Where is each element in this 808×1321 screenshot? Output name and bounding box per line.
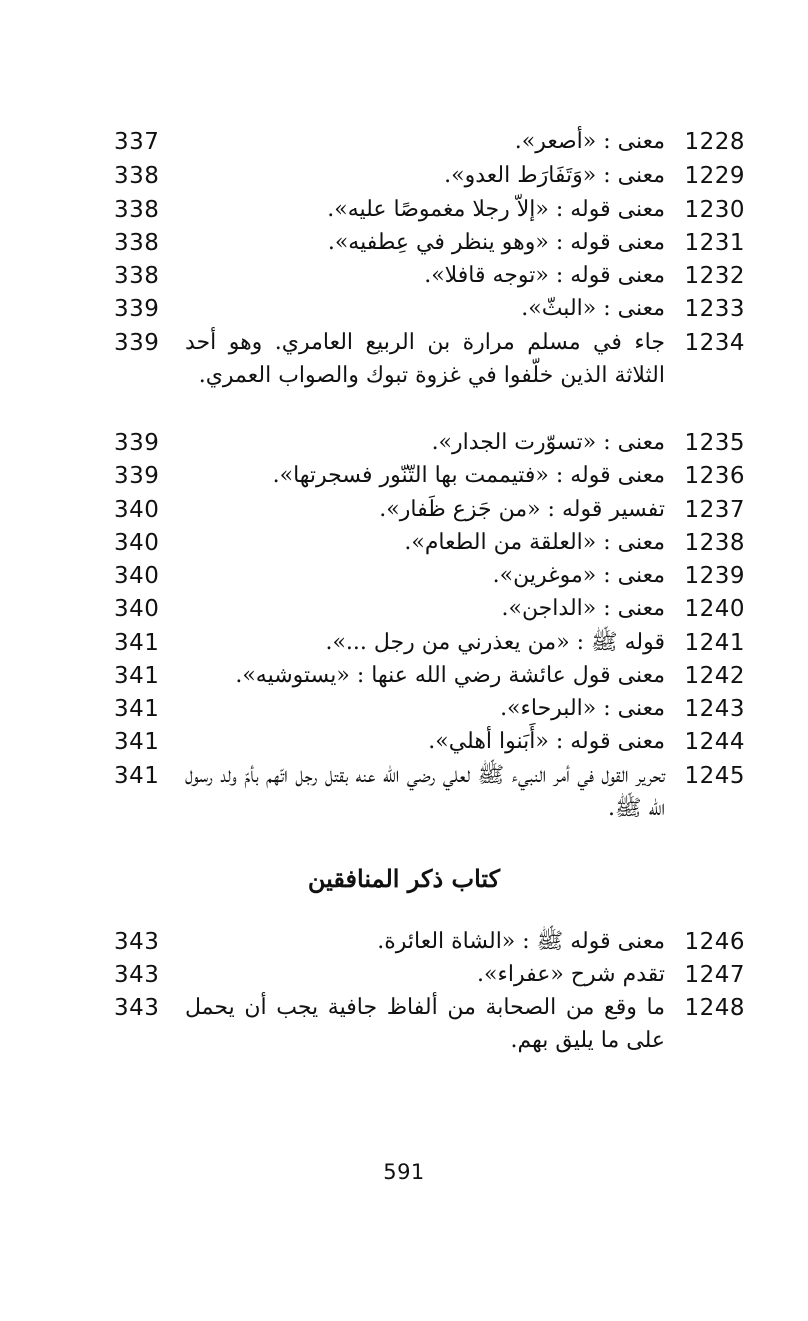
entry-number: 1228 <box>684 129 745 155</box>
entry-text: معنى قوله : «توجه قافلا». <box>424 263 665 288</box>
entry-text: معنى : «موغرين». <box>492 563 665 588</box>
entry-text: تفسير قوله : «من جَزع ظَفار». <box>379 497 665 522</box>
entry-text: معنى : «العلقة من الطعام». <box>404 530 665 555</box>
index-entry <box>100 159 745 193</box>
entry-page-ref: 337 <box>114 129 160 155</box>
entry-page-ref: 339 <box>114 296 160 322</box>
index-entry <box>100 991 745 1061</box>
entry-number: 1234 <box>684 330 745 356</box>
page-number: 591 <box>383 1160 425 1184</box>
entry-text: معنى : «أصعر». <box>514 129 665 154</box>
entry-page-ref: 338 <box>114 230 160 256</box>
entry-text: تحرير القول في أمر النبيء ﷺ لعلي رضي الله عنه بقتل رجل اتّهم بأمّ ولد رسول الله ﷺ. <box>185 763 666 821</box>
entry-number: 1245 <box>684 763 745 789</box>
index-entry <box>100 692 745 726</box>
section-title: كتاب ذكر المنافقين <box>307 864 501 893</box>
entry-number: 1236 <box>684 463 745 489</box>
index-entry <box>100 725 745 759</box>
entry-page-ref: 341 <box>114 729 160 755</box>
index-entry <box>100 659 745 693</box>
entry-page-ref: 339 <box>114 463 160 489</box>
entry-page-ref: 343 <box>114 962 160 988</box>
entry-text: معنى قوله : «إلاّ رجلا مغموصًا عليه». <box>327 197 665 222</box>
entry-number: 1247 <box>684 962 745 988</box>
entry-page-ref: 340 <box>114 563 160 589</box>
entry-page-ref: 340 <box>114 497 160 523</box>
entry-number: 1231 <box>684 230 745 256</box>
entry-number: 1235 <box>684 430 745 456</box>
index-entry <box>100 125 745 159</box>
entry-page-ref: 340 <box>114 596 160 622</box>
index-entry <box>100 426 745 460</box>
index-entry <box>100 592 745 626</box>
entry-page-ref: 338 <box>114 163 160 189</box>
index-entry <box>100 925 745 959</box>
index-entry <box>100 559 745 593</box>
entry-number: 1246 <box>684 929 745 955</box>
index-entry <box>100 526 745 560</box>
entry-number: 1239 <box>684 563 745 589</box>
entry-page-ref: 338 <box>114 263 160 289</box>
entry-text: معنى : «تسوّرت الجدار». <box>431 430 665 455</box>
entry-number: 1241 <box>684 630 745 656</box>
index-entry <box>100 292 745 326</box>
entry-number: 1242 <box>684 663 745 689</box>
entry-page-ref: 341 <box>114 696 160 722</box>
entry-page-ref: 343 <box>114 929 160 955</box>
entry-text: معنى قوله : «أَبَنوا أهلي». <box>428 729 665 754</box>
index-entry <box>100 493 745 527</box>
entry-number: 1237 <box>684 497 745 523</box>
index-entry <box>100 958 745 992</box>
entry-text: معنى قول عائشة رضي الله عنها : «يستوشيه». <box>235 663 665 688</box>
entry-number: 1244 <box>684 729 745 755</box>
entry-page-ref: 339 <box>114 430 160 456</box>
entry-number: 1240 <box>684 596 745 622</box>
entry-number: 1233 <box>684 296 745 322</box>
entry-number: 1238 <box>684 530 745 556</box>
index-entry <box>100 626 745 660</box>
index-entry <box>100 459 745 493</box>
entry-text: معنى : «البرحاء». <box>500 696 665 721</box>
entry-page-ref: 338 <box>114 197 160 223</box>
index-entry <box>100 193 745 227</box>
entry-text: معنى قوله : «وهو ينظر في عِطفيه». <box>327 230 665 255</box>
entry-number: 1229 <box>684 163 745 189</box>
entry-page-ref: 343 <box>114 995 160 1021</box>
entry-number: 1232 <box>684 263 745 289</box>
index-entry <box>100 226 745 260</box>
entry-page-ref: 341 <box>114 663 160 689</box>
entry-page-ref: 339 <box>114 330 160 356</box>
entry-page-ref: 340 <box>114 530 160 556</box>
entry-text: قوله ﷺ : «من يعذرني من رجل ...». <box>325 630 665 655</box>
index-entry <box>100 326 745 426</box>
entry-page-ref: 341 <box>114 630 160 656</box>
entry-text: معنى قوله : «فتيممت بها التّنّور فسجرتها». <box>272 463 665 488</box>
entry-number: 1243 <box>684 696 745 722</box>
index-entry <box>100 259 745 293</box>
entry-text: معنى : «الداجن». <box>501 596 665 621</box>
entry-text: معنى قوله ﷺ : «الشاة العائرة. <box>377 929 665 954</box>
entry-text: معنى : «البثّ». <box>521 296 665 321</box>
entry-number: 1230 <box>684 197 745 223</box>
entry-number: 1248 <box>684 995 745 1021</box>
entry-text: معنى : «وَتَفَارَط العدو». <box>444 163 665 188</box>
entry-text: تقدم شرح «عفراء». <box>477 962 665 987</box>
index-entry <box>100 759 745 829</box>
entry-text: جاء في مسلم مرارة بن الربيع العامري. وهو أحد الثلاثة الذين خلّفوا في غزوة تبوك والصواب العمري. <box>185 330 665 388</box>
entry-page-ref: 341 <box>114 763 160 789</box>
entry-text: ما وقع من الصحابة من ألفاظ جافية يجب أن يحمل على ما يليق بهم. <box>185 995 665 1053</box>
